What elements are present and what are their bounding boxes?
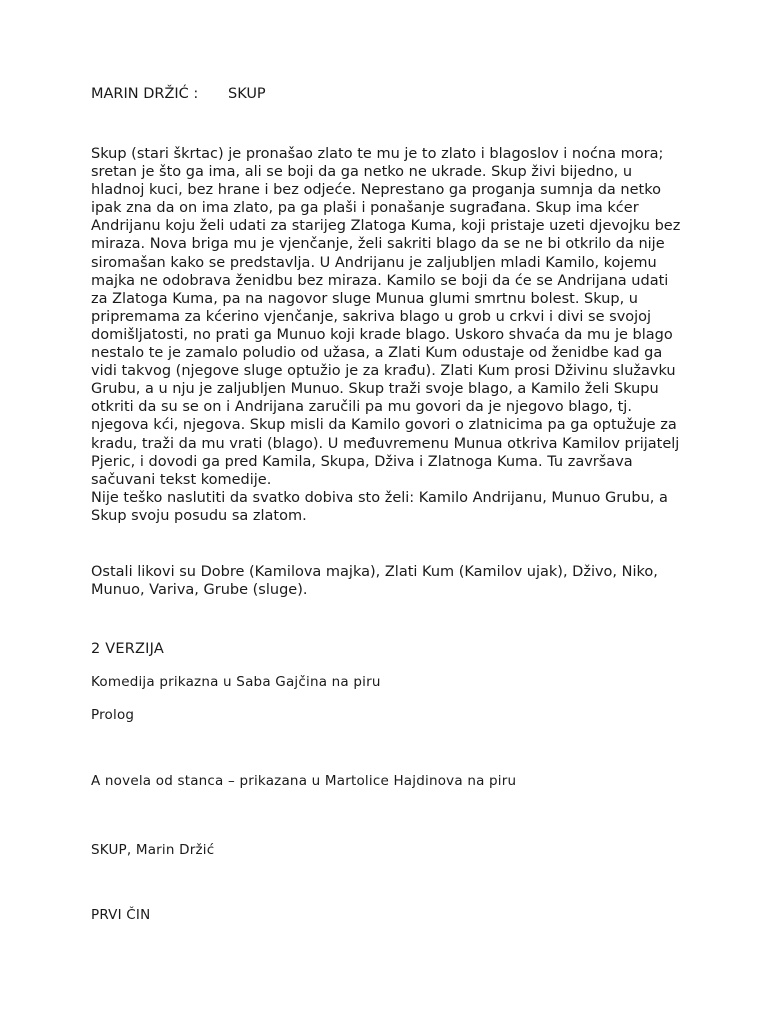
text-line: domišljatosti, no prati ga Munuo koji krade blago. Uskoro shvaća da mu je blago bbox=[91, 326, 673, 343]
text-line: sačuvani tekst komedije. bbox=[91, 471, 272, 488]
text-line: njegova kći, njegova. Skup misli da Kamilo govori o zlatnicima pa ga optužuje za bbox=[91, 417, 677, 434]
text-line: majka ne odobrava ženidbu bez miraza. Kamilo se boji da će se Andrijana udati bbox=[91, 272, 669, 289]
text-line: hladnoj kuci, bez hrane i bez odjeće. Neprestano ga proganja sumnja da netko bbox=[91, 182, 661, 199]
version-label: 2 VERZIJA bbox=[91, 641, 164, 657]
text-line: siromašan kako se predstavlja. U Andrijanu je zaljubljen mladi Kamilo, kojemu bbox=[91, 254, 657, 271]
skup-author-line: SKUP, Marin Držić bbox=[91, 842, 215, 858]
text-line: Ostali likovi su Dobre (Kamilova majka), Zlati Kum (Kamilov ujak), Dživo, Niko, bbox=[91, 564, 658, 580]
comedy-subtitle: Komedija prikazna u Saba Gajčina na piru bbox=[91, 674, 381, 690]
text-line: vidi takvog (njegove sluge optužio je za krađu). Zlati Kum prosi Dživinu služavku bbox=[91, 363, 676, 380]
text-line: Munuo, Variva, Grube (sluge). bbox=[91, 582, 308, 599]
text-line: ipak zna da on ima zlato, pa ga plaši i ponašanje sugrađana. Skup ima kćer bbox=[91, 200, 639, 217]
text-line: Andrijanu koju želi udati za starijeg Zlatoga Kuma, koji pristaje uzeti djevojku bez bbox=[91, 218, 681, 235]
text-line: Nije teško naslutiti da svatko dobiva sto želi: Kamilo Andrijanu, Munuo Grubu, a bbox=[91, 489, 668, 506]
text-line: miraza. Nova briga mu je vjenčanje, želi sakriti blago da se ne bi otkrilo da nije bbox=[91, 236, 665, 253]
act-heading: PRVI ČIN bbox=[91, 907, 151, 923]
text-line: za Zlatoga Kuma, pa na nagovor sluge Munua glumi smrtnu bolest. Skup, u bbox=[91, 290, 638, 307]
prolog-heading: Prolog bbox=[91, 707, 135, 723]
author-name: MARIN DRŽIĆ : bbox=[91, 86, 199, 102]
text-line: Pjeric, i dovodi ga pred Kamila, Skupa, Dživa i Zlatnoga Kuma. Tu završava bbox=[91, 453, 633, 470]
text-line: Skup (stari škrtac) je pronašao zlato te mu je to zlato i blagoslov i noćna mora; bbox=[91, 146, 664, 162]
text-line: Skup svoju posudu sa zlatom. bbox=[91, 507, 307, 524]
document-heading bbox=[91, 84, 266, 104]
text-line: Grubu, a u nju je zaljubljen Munuo. Skup traži svoje blago, a Kamilo želi Skupu bbox=[91, 381, 659, 398]
text-line: pripremama za kćerino vjenčanje, sakriva blago u grob u crkvi i divi se svojoj bbox=[91, 308, 652, 325]
plot-summary-paragraph bbox=[91, 145, 691, 525]
novela-subtitle: A novela od stanca – prikazana u Martolice Hajdinova na piru bbox=[91, 773, 517, 789]
work-title: SKUP bbox=[228, 86, 266, 102]
characters-paragraph bbox=[91, 563, 691, 599]
text-line: otkriti da su se on i Andrijana zaručili pa mu govori da je njegovo blago, tj. bbox=[91, 399, 632, 416]
text-line: nestalo te je zamalo poludio od užasa, a Zlati Kum odustaje od ženidbe kad ga bbox=[91, 345, 663, 362]
text-line: sretan je što ga ima, ali se boji da ga netko ne ukrade. Skup živi bijedno, u bbox=[91, 164, 633, 181]
text-line: kradu, traži da mu vrati (blago). U međuvremenu Munua otkriva Kamilov prijatelj bbox=[91, 435, 680, 452]
